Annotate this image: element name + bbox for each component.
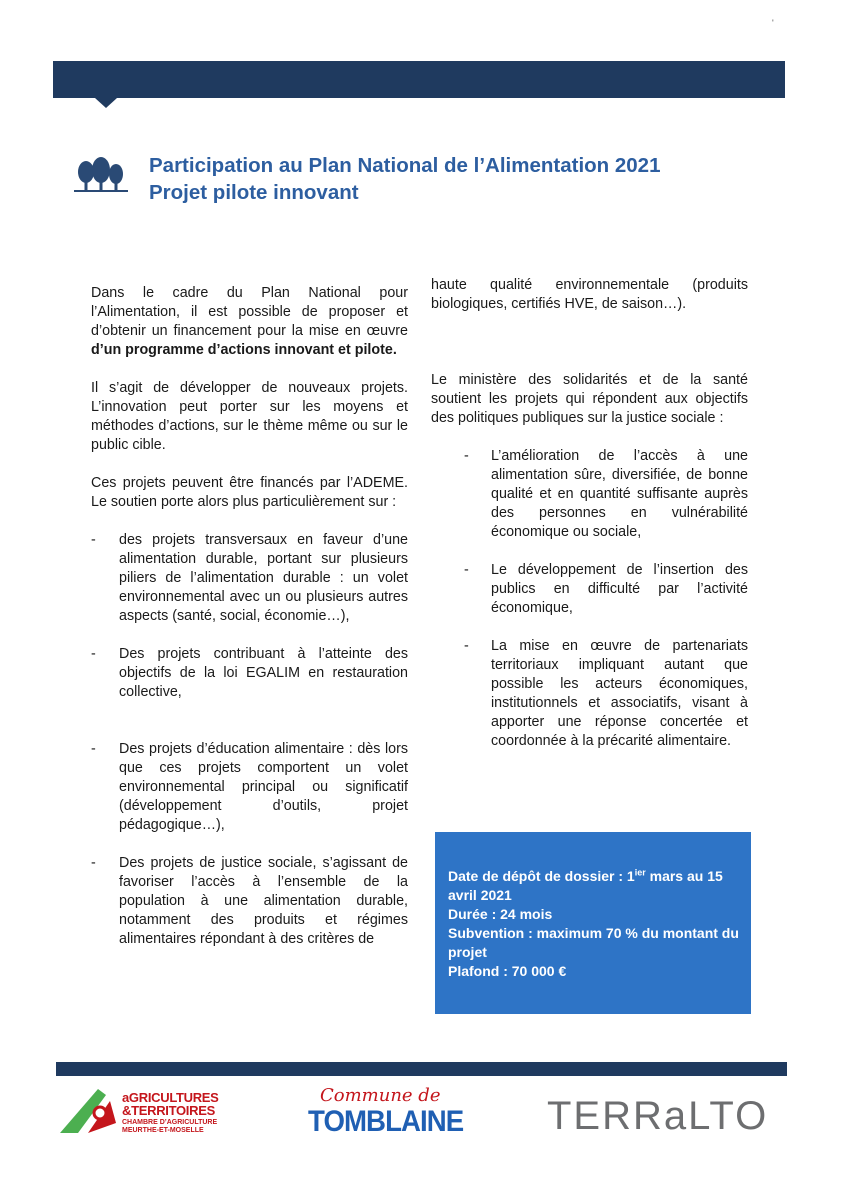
ademe-list [91, 531, 408, 949]
footer-band [56, 1062, 787, 1076]
subsidy: Subvention : maximum 70 % du montant du projet [448, 925, 739, 960]
deposit-date: Date de dépôt de dossier : $1^{ier}$ mars au 15 avril 2021 [448, 867, 723, 903]
duration: Durée : 24 mois [448, 906, 553, 922]
ministry-paragraph: Le ministère des solidarités et de la santé soutient les projets qui répondent aux objectifs des politiques publiques sur la justice sociale : [431, 372, 748, 426]
header-band-notch [95, 98, 117, 108]
info-box [435, 832, 751, 1014]
chambre-agriculture-logo: aGRICULTURES &TERRITOIRES CHAMBRE D’AGRICULTURE MEURTHE-ET-MOSELLE [58, 1083, 218, 1143]
tomblaine-logo: Commune de TOMBLAINE [308, 1085, 464, 1138]
ceiling: Plafond : 70 000 € [448, 963, 567, 979]
title-line-1: Participation au Plan National de l’Alimentation 2021 [149, 154, 661, 177]
header-band [53, 61, 785, 98]
right-column [431, 276, 748, 751]
page-title [149, 152, 789, 206]
ministry-list [431, 447, 748, 751]
list-item: - Des projets de justice sociale, s’agissant de favoriser l’accès à l’ensemble de la population à une alimentation durable, notamment des produits et régimes alimentaires répondant à des critères de [91, 855, 408, 947]
list-item: - des projets transversaux en faveur d’une alimentation durable, portant sur plusieurs piliers de l’alimentation durable : un volet environnemental avec un ou plusieurs autres aspects (santé, social, économie…), [91, 532, 408, 624]
trees-icon [72, 155, 130, 195]
title-line-2: Projet pilote innovant [149, 181, 359, 204]
innovation-paragraph: Il s’agit de développer de nouveaux projets. L’innovation peut porter sur les moyens et méthodes d’actions, sur le thème même ou sur le public cible. [91, 380, 408, 453]
terralto-logo: TERRaLTO [547, 1094, 769, 1138]
list-item: - La mise en œuvre de partenariats territoriaux impliquant autant que possible les acteurs économiques, institutionnels et associatifs, visant à apporter une réponse concertée et coordonnée à la précarité alimentaire. [464, 638, 748, 749]
intro-paragraph [91, 284, 408, 360]
list-item: - L’amélioration de l’accès à une alimentation sûre, diversifiée, de bonne qualité et en quantité suffisante auprès des personnes en vulnérabilité économique ou sociale, [464, 448, 748, 540]
intro-text: Dans le cadre du Plan National pour l’Alimentation, il est possible de proposer et d’obtenir un financement pour la mise en œuvre [91, 285, 408, 339]
continuation-paragraph: haute qualité environnementale (produits biologiques, certifiés HVE, de saison…). [431, 277, 748, 312]
list-item: - Des projets d’éducation alimentaire : dès lors que ces projets comportent un volet environnemental principal ou significatif (développement d’outils, projet pédagogique…), [91, 741, 408, 833]
list-item: - Des projets contribuant à l’atteinte des objectifs de la loi EGALIM en restauration collective, [91, 646, 408, 700]
page-mark: ' [772, 18, 774, 28]
agri-leaf-icon [58, 1083, 118, 1135]
list-item: - Le développement de l’insertion des publics en difficulté par l’activité économique, [464, 562, 748, 616]
ademe-paragraph: Ces projets peuvent être financés par l’ADEME. Le soutien porte alors plus particulièrement sur : [91, 475, 408, 510]
left-column [91, 284, 408, 949]
intro-bold-text: d’un programme d’actions innovant et pilote. [91, 342, 397, 358]
